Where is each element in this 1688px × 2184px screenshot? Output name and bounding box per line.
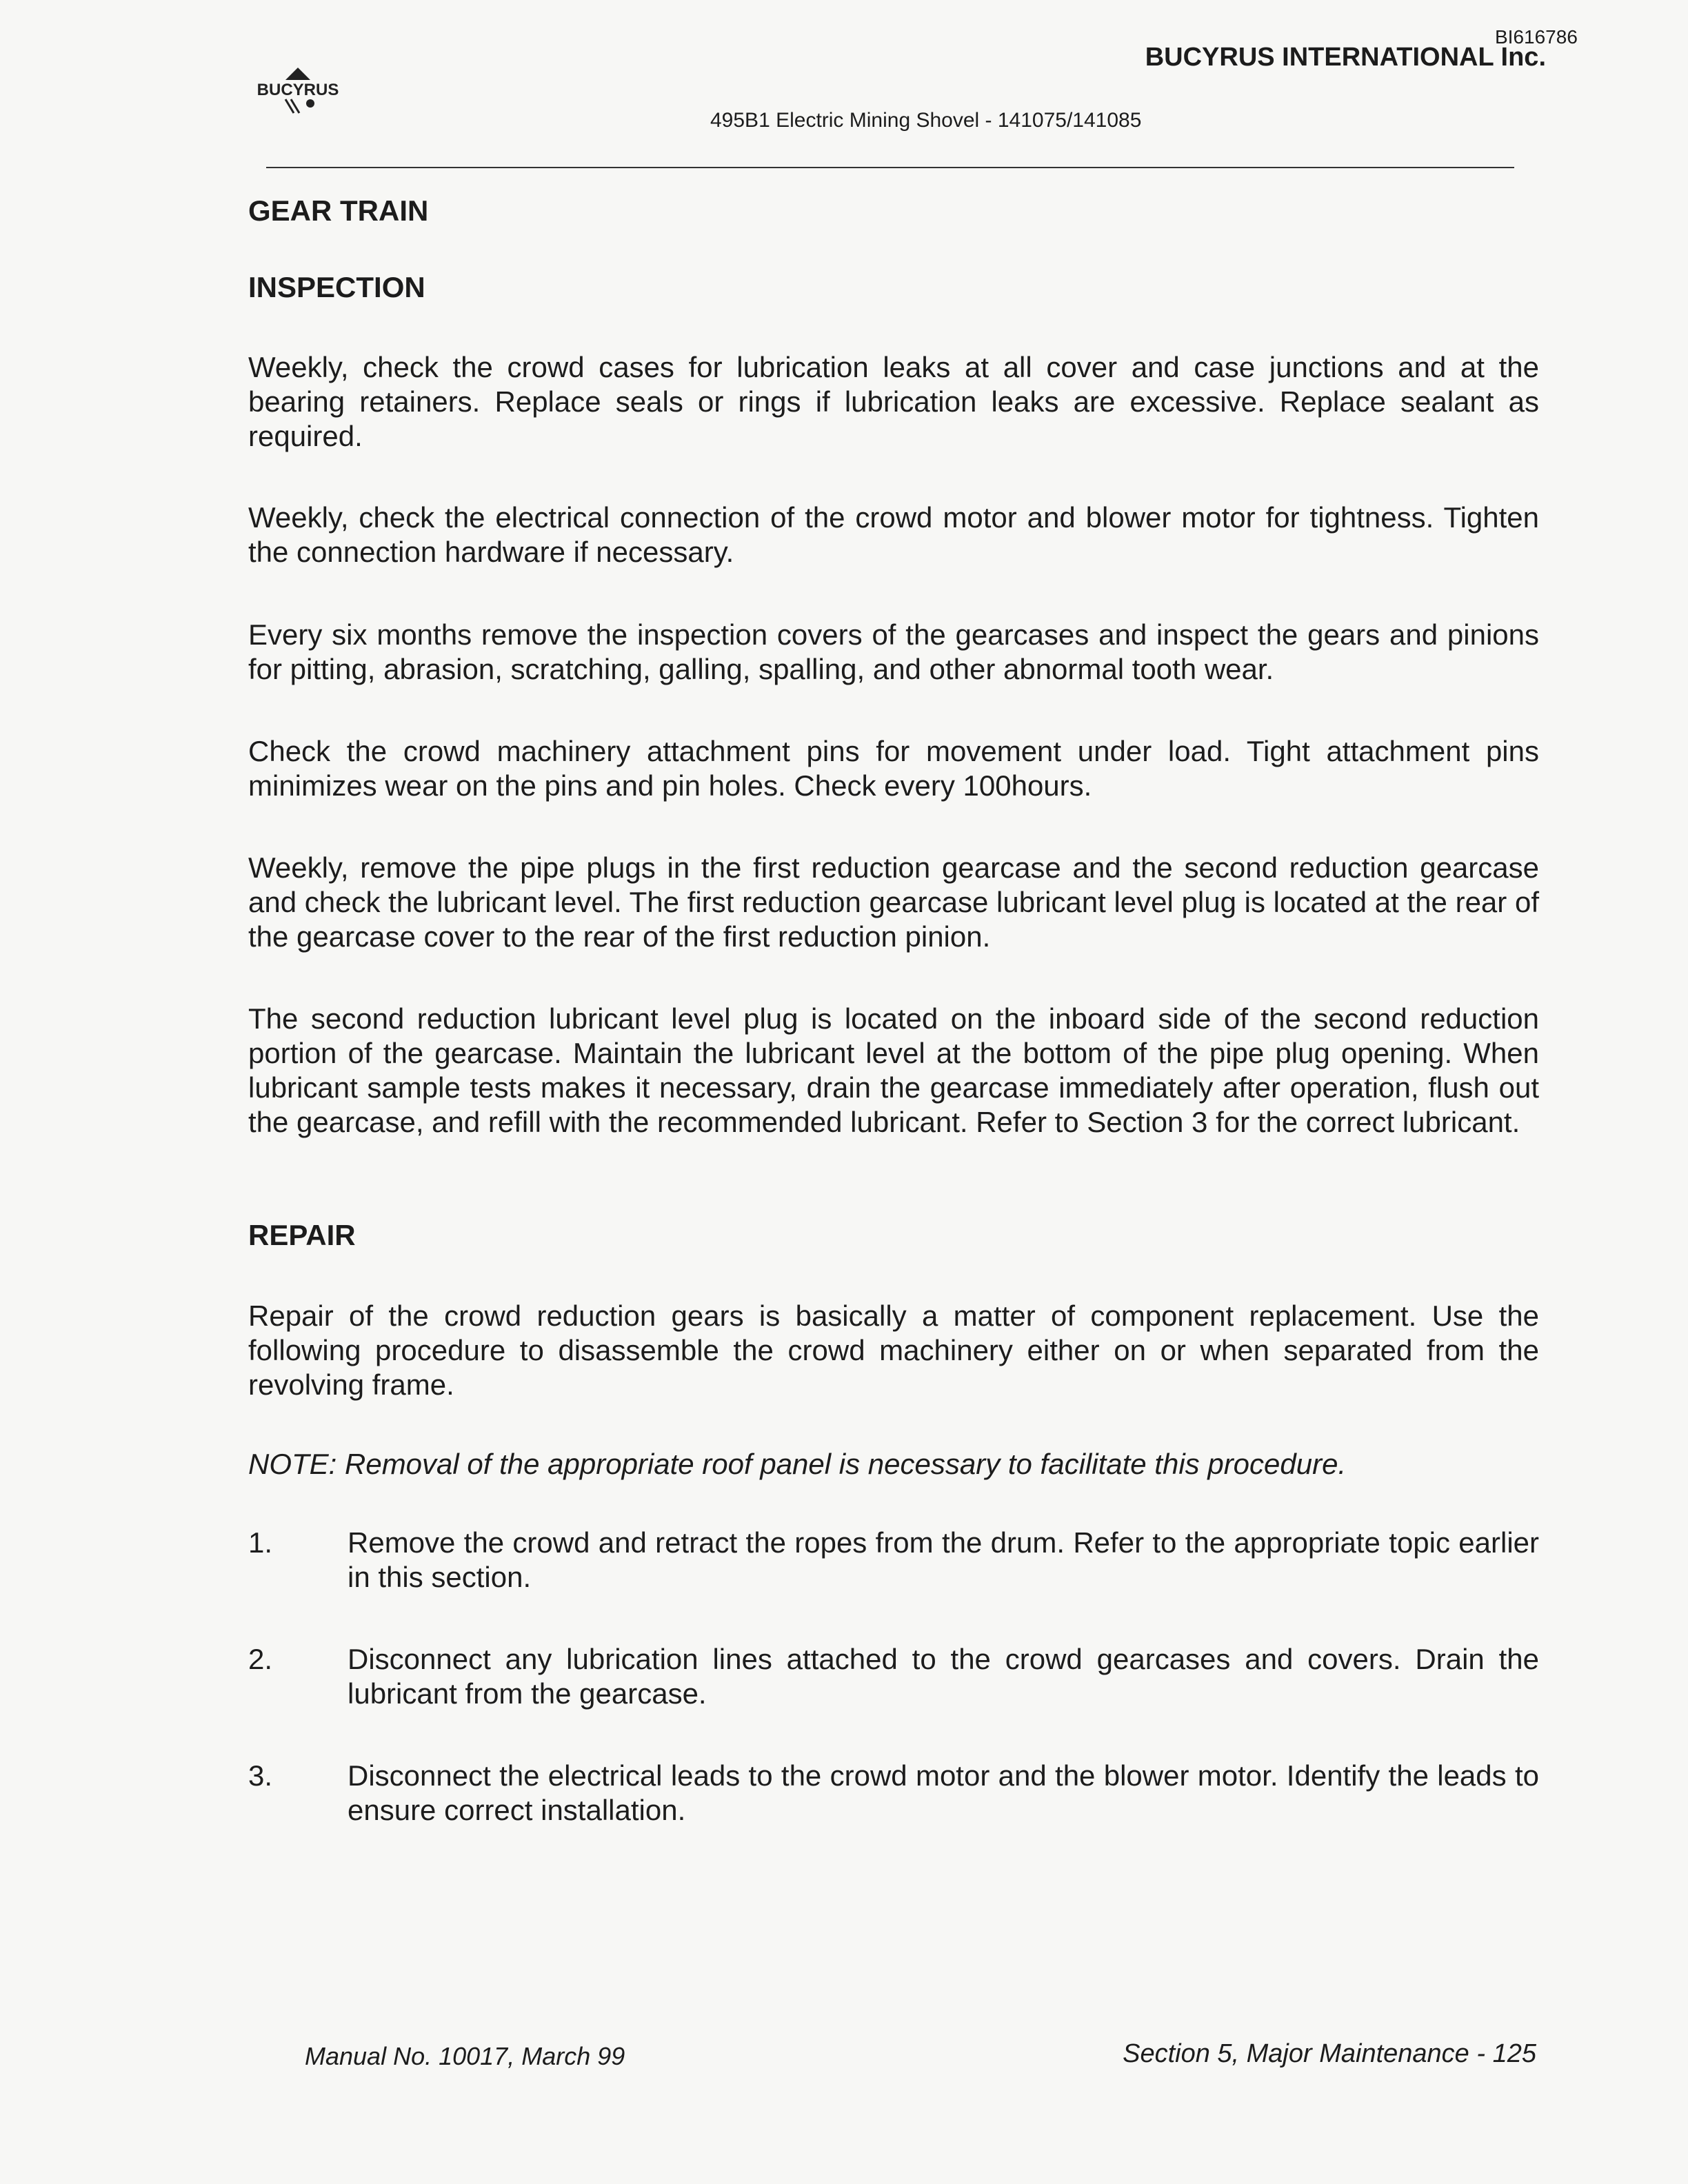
step-number: 1.: [248, 1526, 273, 1559]
step-number: 3.: [248, 1759, 273, 1792]
inspection-paragraph: Weekly, check the crowd cases for lubrication leaks at all cover and case junctions and at the bearing retainers. Replace seals or rings if lubrication leaks are excessive. Replace sealant as required.: [248, 351, 1539, 452]
section-title: GEAR TRAIN: [248, 194, 429, 227]
step-text: Disconnect the electrical leads to the crowd motor and the blower motor. Identify the leads to ensure correct installation.: [348, 1759, 1539, 1826]
note-text: NOTE: Removal of the appropriate roof panel is necessary to facilitate this procedure.: [248, 1448, 1347, 1480]
inspection-paragraph: Check the crowd machinery attachment pins for movement under load. Tight attachment pins minimizes wear on the pins and pin holes. Check every 100hours.: [248, 735, 1539, 802]
footer-page-reference: Section 5, Major Maintenance - 125: [1123, 2039, 1536, 2068]
repair-paragraph: Repair of the crowd reduction gears is basically a matter of component replacement. Use the following procedure to disassemble the crowd machinery either on or when separated from the revolving frame.: [248, 1300, 1539, 1401]
inspection-paragraph: Weekly, remove the pipe plugs in the first reduction gearcase and the second reduction gearcase and check the lubricant level. The first reduction gearcase lubricant level plug is located at the rear of the gearcase cover to the rear of the first reduction pinion.: [248, 851, 1539, 953]
step-text: Remove the crowd and retract the ropes from the drum. Refer to the appropriate topic earlier in this section.: [348, 1526, 1539, 1593]
logo-text: BUCYRUS: [257, 81, 339, 99]
inspection-paragraph: Every six months remove the inspection covers of the gearcases and inspect the gears and pinions for pitting, abrasion, scratching, galling, spalling, and other abnormal tooth wear.: [248, 618, 1539, 685]
footer-manual-number: Manual No. 10017, March 99: [305, 2042, 625, 2070]
repair-heading: REPAIR: [248, 1219, 356, 1251]
document-subtitle: 495B1 Electric Mining Shovel - 141075/141085: [710, 109, 1142, 132]
company-name: BUCYRUS INTERNATIONAL Inc.: [1145, 43, 1546, 72]
step-text: Disconnect any lubrication lines attached to the crowd gearcases and covers. Drain the lubricant from the gearcase.: [348, 1643, 1539, 1710]
inspection-heading: INSPECTION: [248, 271, 425, 303]
header-divider: [266, 167, 1514, 168]
document-id: BI616786: [1495, 26, 1578, 48]
inspection-paragraph: The second reduction lubricant level plug is located on the inboard side of the second reduction portion of the gearcase. Maintain the lubricant level at the bottom of the pipe plug opening. When lubricant sample tests makes it necessary, drain the gearcase immediately after operation, flush out the gearcase, and refill with the recommended lubricant. Refer to Section 3 for the correct lubricant.: [248, 1002, 1539, 1138]
bucyrus-logo: [243, 68, 353, 116]
step-number: 2.: [248, 1643, 273, 1675]
inspection-paragraph: Weekly, check the electrical connection of the crowd motor and blower motor for tightness. Tighten the connection hardware if necessary.: [248, 501, 1539, 568]
